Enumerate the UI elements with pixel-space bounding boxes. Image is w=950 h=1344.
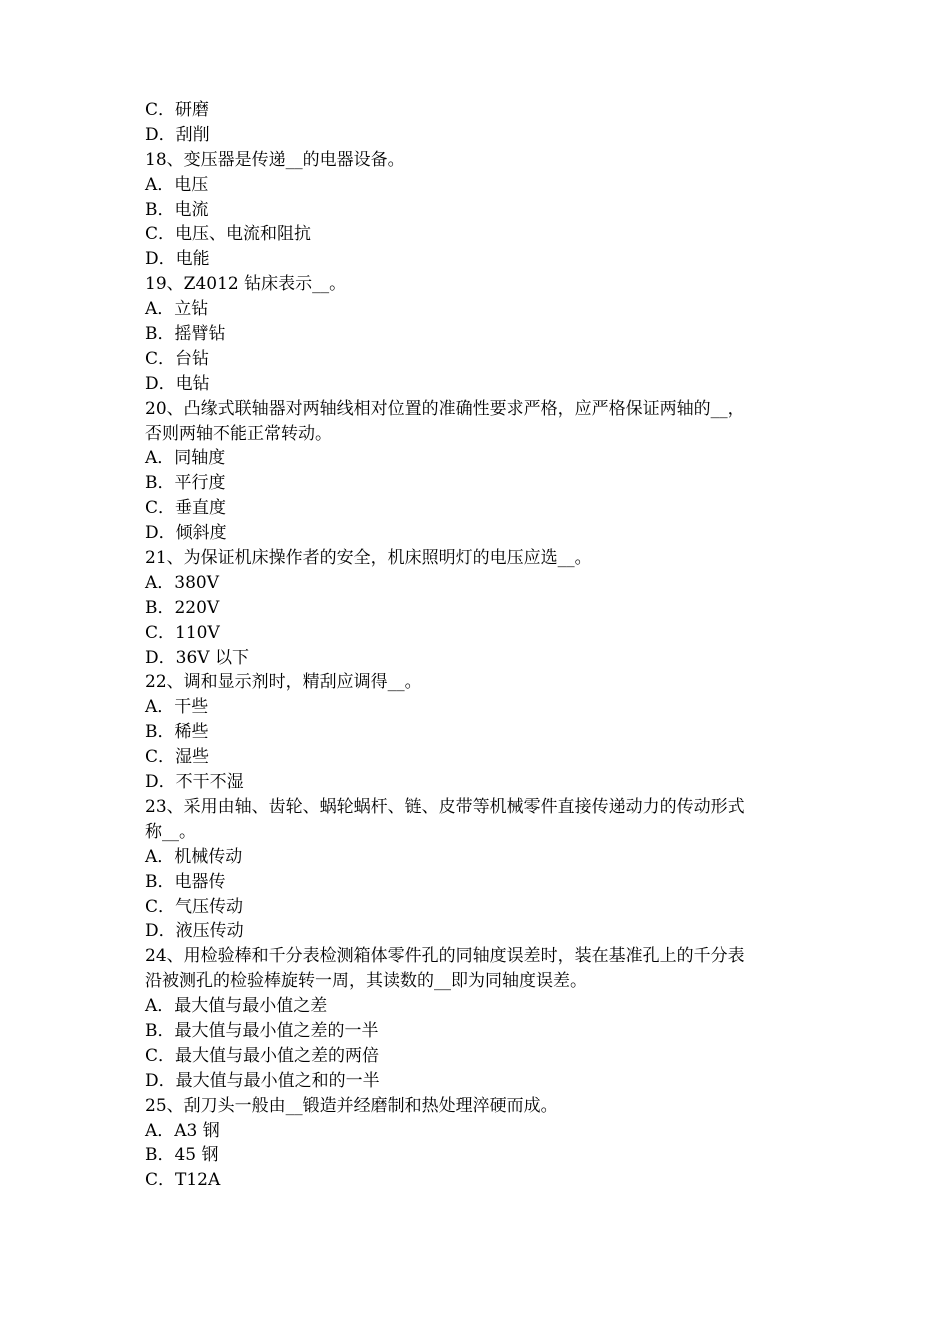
text-line: 23、采用由轴、齿轮、蜗轮蜗杆、链、皮带等机械零件直接传递动力的传动形式: [145, 796, 745, 817]
text-line: 否则两轴不能正常转动。: [145, 423, 332, 444]
text-line: 21、为保证机床操作者的安全，机床照明灯的电压应选__。: [145, 548, 592, 569]
text-line: B．最大值与最小值之差的一半: [145, 1020, 379, 1041]
text-line: A．380V: [145, 572, 220, 593]
text-line: B．稀些: [145, 722, 209, 743]
text-line: A．同轴度: [145, 448, 226, 469]
text-line: C．T12A: [145, 1170, 221, 1191]
text-line: D．倾斜度: [145, 523, 227, 544]
text-line: 24、用检验棒和千分表检测箱体零件孔的同轴度误差时，装在基准孔上的千分表: [145, 946, 745, 967]
text-line: A．立钻: [145, 299, 209, 320]
text-line: D．不干不湿: [145, 772, 244, 793]
text-line: C．湿些: [145, 747, 210, 768]
text-line: D．电钻: [145, 373, 210, 394]
text-line: B．平行度: [145, 473, 226, 494]
text-line: C．研磨: [145, 100, 210, 120]
text-line: A．A3 钢: [145, 1120, 220, 1141]
text-line: A．机械传动: [145, 846, 243, 867]
text-line: B．电流: [145, 199, 209, 220]
text-line: 25、刮刀头一般由__锻造并经磨制和热处理淬硬而成。: [145, 1095, 558, 1116]
text-line: 20、凸缘式联轴器对两轴线相对位置的准确性要求严格，应严格保证两轴的__，: [145, 398, 745, 419]
text-line: D．36V 以下: [145, 647, 249, 668]
text-line: 称__。: [145, 821, 196, 842]
text-line: A．最大值与最小值之差: [145, 996, 328, 1017]
text-line: A．干些: [145, 697, 209, 718]
text-line: A．电压: [145, 174, 209, 195]
text-line: D．液压传动: [145, 921, 244, 942]
text-line: C．台钻: [145, 348, 210, 369]
text-line: D．刮削: [145, 124, 210, 145]
text-line: C．垂直度: [145, 498, 227, 519]
text-line: B．45 钢: [145, 1145, 219, 1166]
text-line: C．气压传动: [145, 896, 244, 917]
text-line: 沿被测孔的检验棒旋转一周，其读数的__即为同轴度误差。: [145, 971, 587, 992]
text-line: B．220V: [145, 597, 220, 618]
text-line: C．110V: [145, 622, 220, 643]
text-line: 22、调和显示剂时，精刮应调得__。: [145, 672, 422, 693]
text-line: C．电压、电流和阻抗: [145, 224, 312, 245]
text-line: D．最大值与最小值之和的一半: [145, 1070, 380, 1091]
text-line: 19、Z4012 钻床表示__。: [145, 274, 347, 295]
text-line: 18、变压器是传递__的电器设备。: [145, 149, 405, 170]
question-list: [145, 98, 825, 1193]
text-line: C．最大值与最小值之差的两倍: [145, 1045, 380, 1066]
text-line: D．电能: [145, 249, 210, 270]
text-line: B．摇臂钻: [145, 324, 226, 345]
text-line: B．电器传: [145, 871, 226, 892]
